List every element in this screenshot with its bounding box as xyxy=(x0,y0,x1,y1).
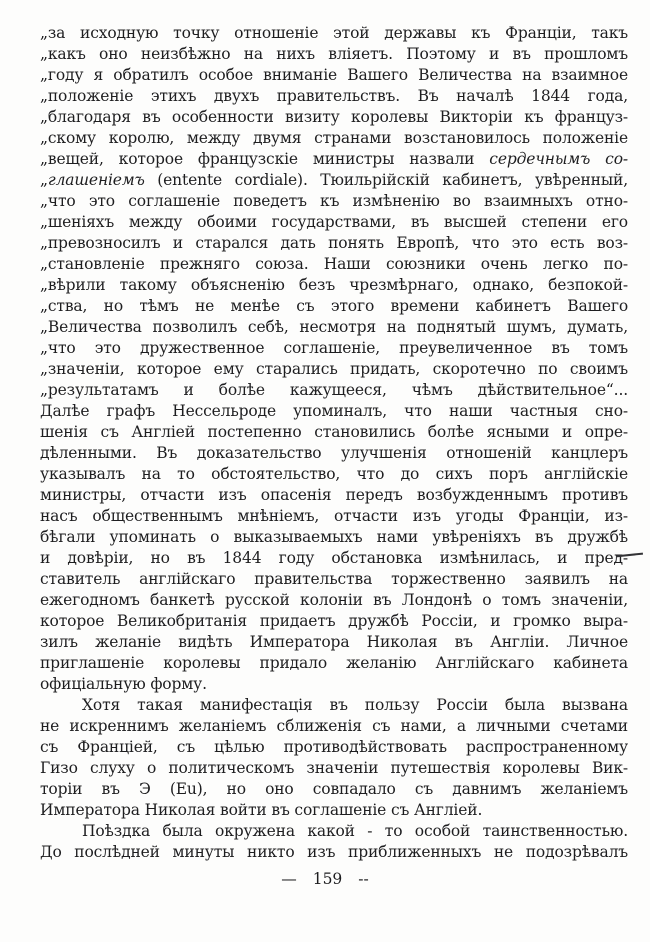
page-number-right-dash: -- xyxy=(358,870,369,888)
text-segment: „превозносилъ и старался дать понять Европѣ, что это есть воз- xyxy=(40,234,628,252)
text-line xyxy=(40,191,628,212)
page-number-left-dash: — xyxy=(281,870,297,888)
text-segment: „вѣрили такому объясненію безъ чрезмѣрнаго, однако, безпокой- xyxy=(40,276,628,294)
text-line xyxy=(40,380,628,401)
text-segment: „значеніи, которое ему старались придать, скоротечно по своимъ xyxy=(40,360,628,378)
text-line xyxy=(40,653,628,674)
text-line xyxy=(40,44,628,65)
text-segment: насъ общественнымъ мнѣніемъ, отчасти изъ угоды Франціи, из- xyxy=(40,507,628,525)
text-segment: „году я обратилъ особое вниманіе Вашего Величества на взаимное xyxy=(40,66,628,84)
text-segment: офиціальную форму. xyxy=(40,675,207,693)
text-segment: бѣгали упоминать о выказываемыхъ нами увѣреніяхъ въ дружбѣ xyxy=(40,528,628,546)
text-line xyxy=(40,233,628,254)
text-line xyxy=(40,86,628,107)
text-segment: Императора Николая войти въ соглашеніе съ Англіей. xyxy=(40,801,483,819)
text-line xyxy=(40,485,628,506)
text-line xyxy=(40,611,628,632)
text-segment: „за исходную точку отношеніе этой державы къ Франціи, такъ xyxy=(40,24,628,42)
text-segment: и довѣріи, но въ 1844 году обстановка измѣнилась, и пред- xyxy=(40,549,628,567)
page-number-value: 159 xyxy=(312,870,343,888)
italic-text-segment: глашеніемъ xyxy=(47,171,145,189)
text-line xyxy=(40,569,628,590)
text-segment: „благодаря въ особенности визиту королевы Викторіи къ француз- xyxy=(40,108,628,126)
text-line xyxy=(40,422,628,443)
text-line xyxy=(40,506,628,527)
text-line xyxy=(40,632,628,653)
text-segment: приглашеніе королевы придало желанію Англійскаго кабинета xyxy=(40,654,628,672)
page-number xyxy=(0,869,650,890)
text-segment: указывалъ на то обстоятельство, что до сихъ поръ англійскіе xyxy=(40,465,628,483)
text-segment: „результатамъ и болѣе кажущееся, чѣмъ дѣйствительное“... xyxy=(40,381,628,399)
italic-text-segment: сердечнымъ со- xyxy=(489,150,628,168)
text-line xyxy=(40,779,628,800)
text-segment: „шеніяхъ между обоими государствами, въ высшей степени его xyxy=(40,213,628,231)
text-line xyxy=(40,821,628,842)
text-segment: До послѣдней минуты никто изъ приближенныхъ не подозрѣвалъ xyxy=(40,843,628,861)
text-line xyxy=(40,842,628,863)
text-line xyxy=(40,548,628,569)
text-line xyxy=(40,800,628,821)
text-line xyxy=(40,317,628,338)
text-line xyxy=(40,590,628,611)
text-line xyxy=(40,758,628,779)
page-text-body xyxy=(40,23,628,863)
text-line xyxy=(40,527,628,548)
text-line xyxy=(40,674,628,695)
text-segment: Хотя такая манифестація въ пользу Россіи была вызвана xyxy=(82,696,628,714)
text-line xyxy=(40,464,628,485)
text-line xyxy=(40,695,628,716)
text-segment: зилъ желаніе видѣть Императора Николая въ Англіи. Личное xyxy=(40,633,628,651)
text-segment: ежегодномъ банкетѣ русской колоніи въ Лондонѣ о томъ значеніи, xyxy=(40,591,628,609)
text-segment: Гизо слуху о политическомъ значеніи путешествія королевы Вик- xyxy=(40,759,628,777)
text-segment: „что это соглашеніе поведетъ къ измѣненію во взаимныхъ отно- xyxy=(40,192,628,210)
text-segment: ставитель англійскаго правительства торжественно заявилъ на xyxy=(40,570,628,588)
text-segment: не искреннимъ желаніемъ сближенія съ нами, а личными счетами xyxy=(40,717,628,735)
text-line xyxy=(40,254,628,275)
text-segment: Поѣздка была окружена какой - то особой таинственностью. xyxy=(82,822,628,840)
text-segment: „что это дружественное соглашеніе, преувеличенное въ томъ xyxy=(40,339,628,357)
text-line xyxy=(40,338,628,359)
text-line xyxy=(40,128,628,149)
text-line xyxy=(40,296,628,317)
text-line xyxy=(40,170,628,191)
text-segment: которое Великобританія придаетъ дружбѣ Россіи, и громко выра- xyxy=(40,612,628,630)
text-segment: торіи въ Э (Eu), но оно совпадало съ давнимъ желаніемъ xyxy=(40,780,628,798)
text-segment: министры, отчасти изъ опасенія передъ возбужденнымъ противъ xyxy=(40,486,628,504)
text-segment: „положеніе этихъ двухъ правительствъ. Въ началѣ 1844 года, xyxy=(40,87,628,105)
text-segment: „скому королю, между двумя странами возстановилось положеніе xyxy=(40,129,628,147)
text-line xyxy=(40,212,628,233)
text-line xyxy=(40,275,628,296)
text-segment: „становленіе прежняго союза. Наши союзники очень легко по- xyxy=(40,255,628,273)
text-line xyxy=(40,359,628,380)
text-segment: шенія съ Англіей постепенно становились болѣе ясными и опре- xyxy=(40,423,628,441)
text-segment: „Величества позволилъ себѣ, несмотря на поднятый шумъ, думать, xyxy=(40,318,628,336)
text-line xyxy=(40,107,628,128)
text-line xyxy=(40,737,628,758)
text-segment: (entente cordiale). Тюильрійскій кабинетъ, увѣренный, xyxy=(144,171,628,189)
text-segment: „какъ оно неизбѣжно на нихъ вліяетъ. Поэтому и въ прошломъ xyxy=(40,45,628,63)
text-line xyxy=(40,23,628,44)
text-segment: Далѣе графъ Нессельроде упоминалъ, что наши частныя сно- xyxy=(40,402,628,420)
text-line xyxy=(40,716,628,737)
text-segment: дѣленными. Въ доказательство улучшенія отношеній канцлеръ xyxy=(40,444,628,462)
text-line xyxy=(40,149,628,170)
text-segment: „ xyxy=(40,171,48,189)
text-segment: „ства, но тѣмъ не менѣе съ этого времени кабинетъ Вашего xyxy=(40,297,628,315)
text-line xyxy=(40,443,628,464)
text-segment: съ Франціей, съ цѣлью противодѣйствовать распространенному xyxy=(40,738,628,756)
text-line xyxy=(40,401,628,422)
text-line xyxy=(40,65,628,86)
text-segment: „вещей, которое французскіе министры назвали xyxy=(40,150,490,168)
